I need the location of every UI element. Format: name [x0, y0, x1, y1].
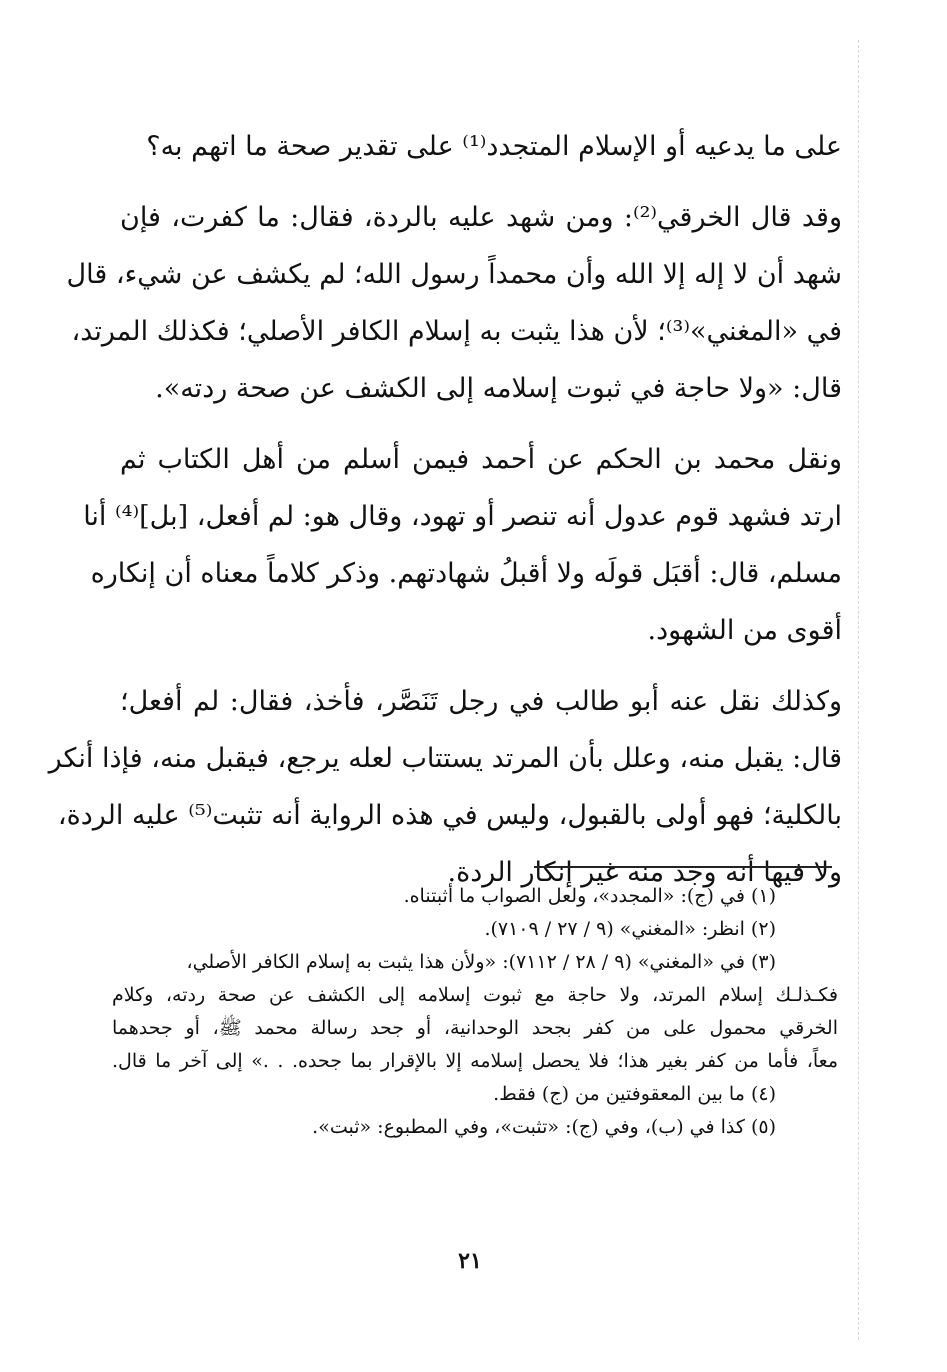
text-line: ولا فيها أنه وجد منه غير إنكار الردة. [447, 857, 842, 888]
text-line: في «المغني»⁽³⁾؛ لأن هذا يثبت به إسلام الكافر الأصلي؛ فكذلك المرتد، [71, 316, 842, 347]
paragraph-3 [83, 431, 842, 659]
footnote-2: (٢) انظر: «المغني» (٩ / ٢٧ / ٧١٠٩). [484, 918, 776, 940]
text-line: مسلم، قال: أقبَل قولَه ولا أقبلُ شهادتهم. وذكر كلاماً معناه أن إنكاره [90, 558, 842, 589]
text-line: وقد قال الخرقي⁽²⁾: ومن شهد عليه بالردة، فقال: ما كفرت، فإن [120, 202, 842, 233]
footnote-4: (٤) ما بين المعقوفتين من (ج) فقط. [493, 1083, 776, 1105]
main-text [48, 118, 842, 915]
footnote-3-line: فكـذلـك إسلام المرتد، ولا حاجة مع ثبوت إسلامه إلى الكشف عن صحة ردته، وكلام [112, 984, 838, 1006]
footnote-1: (١) في (ج): «المجدد»، ولعل الصواب ما أثبتناه. [403, 885, 776, 907]
footnotes [112, 880, 838, 1144]
footnote-5: (٥) كذا في (ب)، وفي (ج): «تثبت»، وفي المطبوع: «ثبت». [312, 1116, 776, 1138]
text-line: على ما يدعيه أو الإسلام المتجدد⁽¹⁾ على تقدير صحة ما اتهم به؟ [146, 131, 842, 162]
text-line: أقوى من الشهود. [647, 615, 842, 646]
text-line: ونقل محمد بن الحكم عن أحمد فيمن أسلم من أهل الكتاب ثم [120, 444, 842, 475]
footnote-separator [534, 866, 832, 868]
footnote-3: (٣) في «المغني» (٩ / ٢٨ / ٧١١٢): «ولأن هذا يثبت به إسلام الكافر الأصلي، [186, 951, 776, 973]
paragraph-2 [66, 189, 842, 417]
text-line: بالكلية؛ فهو أولى بالقبول، وليس في هذه الرواية أنه تثبت⁽⁵⁾ عليه الردة، [57, 800, 842, 831]
text-line: قال: «ولا حاجة في ثبوت إسلامه إلى الكشف عن صحة ردته». [155, 373, 842, 404]
paragraph-1 [120, 118, 842, 175]
text-line: ارتد فشهد قوم عدول أنه تنصر أو تهود، وقال هو: لم أفعل، [بل]⁽⁴⁾ أنا [83, 501, 842, 532]
page-number: ٢١ [458, 1248, 482, 1274]
scan-edge-line [858, 40, 859, 1340]
footnote-3-line: الخرقي محمول على من كفر بجحد الوحدانية، أو جحد رسالة محمد ﷺ، أو جحدهما [112, 1017, 838, 1039]
text-line: قال: يقبل منه، وعلل بأن المرتد يستتاب لعله يرجع، فيقبل منه، فإذا أنكر [48, 743, 842, 774]
text-line: وكذلك نقل عنه أبو طالب في رجل تَنَصَّر، فأخذ، فقال: لم أفعل؛ [120, 686, 842, 717]
footnote-3-line: معاً، فأما من كفر بغير هذا؛ فلا يحصل إسلامه إلا بالإقرار بما جحده. . .» إلى آخر ما قال. [112, 1050, 838, 1072]
text-line: شهد أن لا إله إلا الله وأن محمداً رسول الله؛ لم يكشف عن شيء، قال [66, 259, 842, 290]
